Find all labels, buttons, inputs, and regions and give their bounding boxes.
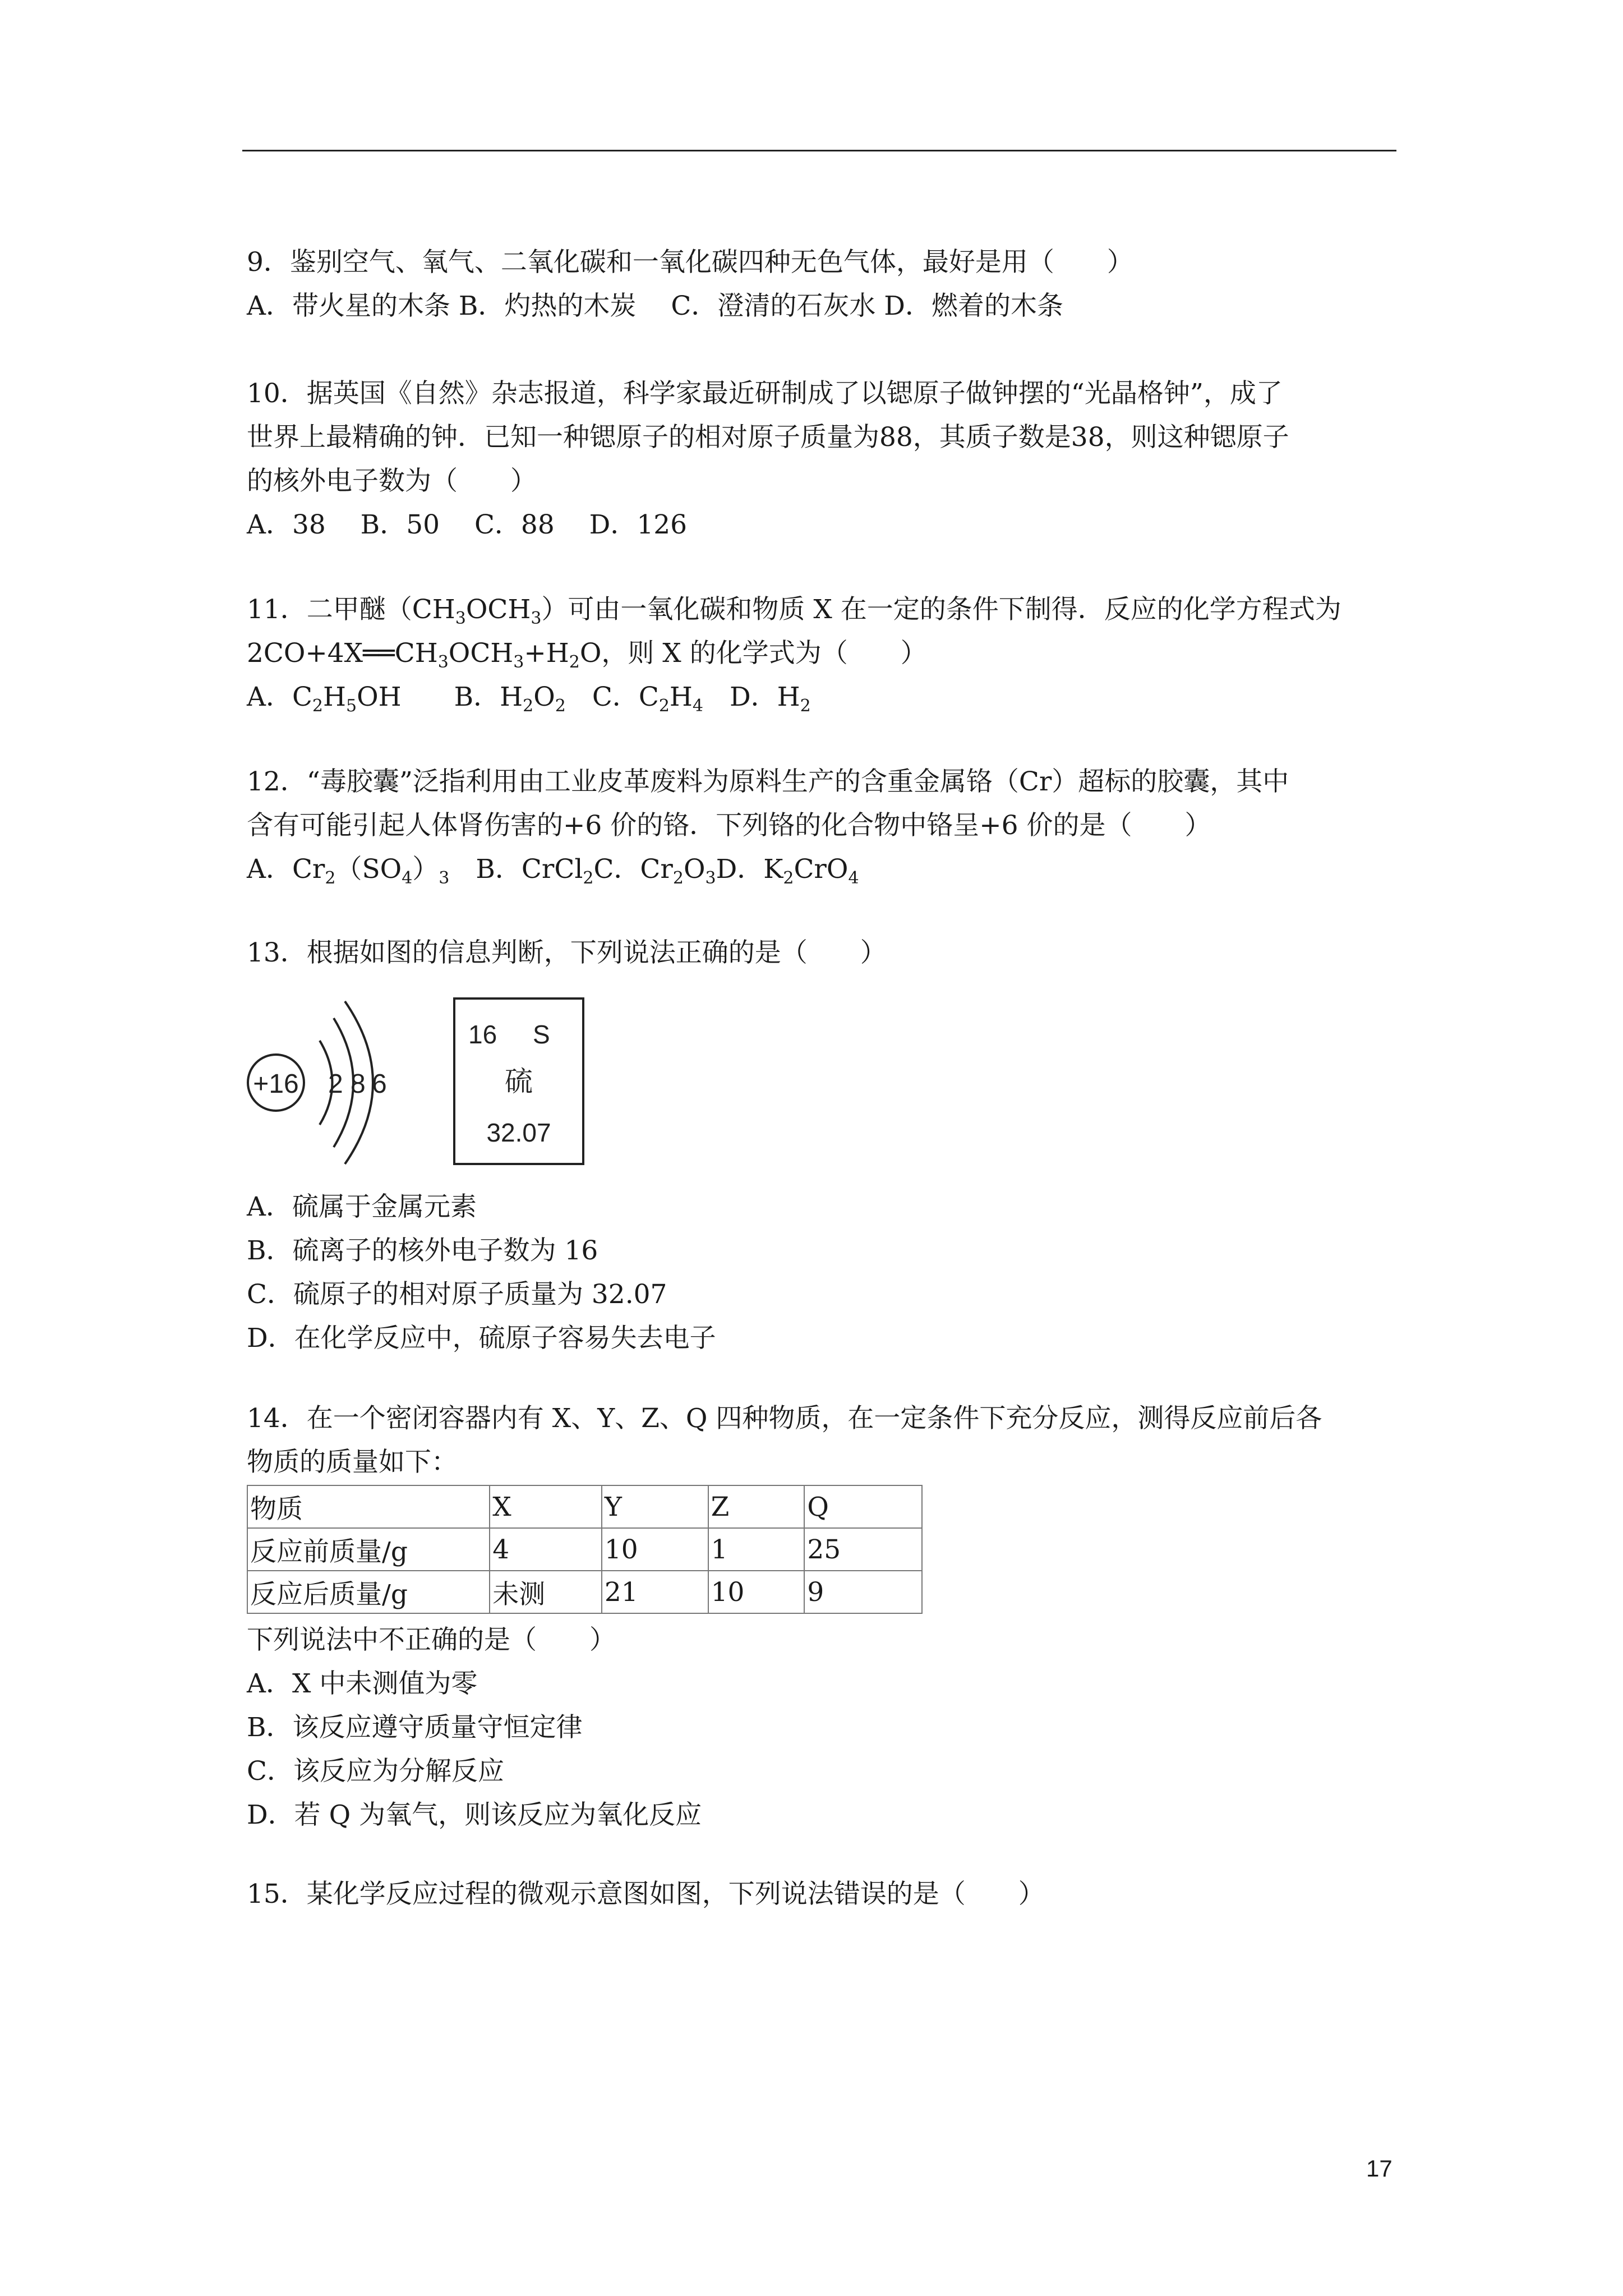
table-cell: 未测 <box>490 1571 602 1613</box>
question-15 <box>247 1872 1402 1916</box>
q9-options: A．带火星的木条 B．灼热的木炭 C．澄清的石灰水 D．燃着的木条 <box>247 291 1063 321</box>
shell-3-electrons: 6 <box>372 1069 387 1099</box>
table-cell: 反应后质量/g <box>247 1571 490 1613</box>
table-cell: 1 <box>708 1528 805 1571</box>
table-cell: 物质 <box>247 1485 490 1528</box>
table-cell: 4 <box>490 1528 602 1571</box>
q10-options: A．38 B．50 C．88 D．126 <box>247 509 688 540</box>
q13-option-c: C．硫原子的相对原子质量为 32.07 <box>247 1279 667 1310</box>
question-9 <box>247 241 1402 328</box>
q13-option-a: A．硫属于金属元素 <box>247 1191 477 1222</box>
table-row <box>247 1571 922 1613</box>
table-cell: Y <box>602 1485 708 1528</box>
q14-line2: 物质的质量如下： <box>247 1447 458 1478</box>
q9-stem: 9．鉴别空气、氧气、二氧化碳和一氧化碳四种无色气体，最好是用（ ） <box>247 247 1133 278</box>
element-name: 硫 <box>505 1065 533 1098</box>
sulfur-atom-structure-diagram <box>241 987 600 1172</box>
q11-line2: $2CO+4X══CH_3OCH_3+H_2O$，则 X 的化学式为（ ） <box>247 638 927 672</box>
q12-line1: 12．“毒胶囊”泛指利用由工业皮革废料为原料生产的含重金属铬（Cr）超标的胶囊，其中 <box>247 766 1289 797</box>
q13-option-d: D．在化学反应中，硫原子容易失去电子 <box>247 1323 716 1354</box>
q14-line1: 14．在一个密闭容器内有 X、Y、Z、Q 四种物质，在一定条件下充分反应，测得反应前后各 <box>247 1403 1322 1434</box>
table-cell: 9 <box>804 1571 922 1613</box>
table-cell: 25 <box>804 1528 922 1571</box>
q11-options: A．$C_2H_5OH$ B．$H_2O_2$ C．$C_2H_4$ D．$H_2$ <box>247 682 811 716</box>
element-number: 16 <box>468 1020 497 1049</box>
table-header-row <box>247 1485 922 1528</box>
q14-option-c: C．该反应为分解反应 <box>247 1756 504 1787</box>
q10-line1: 10．据英国《自然》杂志报道，科学家最近研制成了以锶原子做钟摆的“光晶格钟”，成了 <box>247 378 1283 409</box>
question-12 <box>247 760 1402 891</box>
table-cell: X <box>490 1485 602 1528</box>
table-row <box>247 1528 922 1571</box>
mass-table <box>247 1485 923 1614</box>
element-mass: 32.07 <box>486 1118 551 1147</box>
q12-options: A．$Cr_2(SO_4)_3$ B．CrCl$_2$C．$Cr_2O_3D$．$K_2CrO_4$ <box>247 854 859 888</box>
q14-option-b: B．该反应遵守质量守恒定律 <box>247 1712 583 1743</box>
q12-line2: 含有可能引起人体肾伤害的+6 价的铬．下列铬的化合物中铬呈+6 价的是（ ） <box>247 810 1211 841</box>
q15-stem: 15．某化学反应过程的微观示意图如图，下列说法错误的是（ ） <box>247 1879 1045 1910</box>
table-cell: 反应前质量/g <box>247 1528 490 1571</box>
table-cell: Q <box>804 1485 922 1528</box>
nucleus-charge: +16 <box>253 1069 299 1099</box>
q14-option-d: D．若 Q 为氧气，则该反应为氧化反应 <box>247 1800 702 1830</box>
table-cell: 10 <box>602 1528 708 1571</box>
page-number: 17 <box>1366 2155 1393 2182</box>
q13-options <box>247 1185 1402 1360</box>
question-11 <box>247 588 1402 719</box>
table-cell: 21 <box>602 1571 708 1613</box>
q13-option-b: B．硫离子的核外电子数为 16 <box>247 1235 598 1266</box>
header-rule <box>242 150 1396 151</box>
table-cell: Z <box>708 1485 805 1528</box>
q10-line3: 的核外电子数为（ ） <box>247 466 537 496</box>
q13-stem: 13．根据如图的信息判断，下列说法正确的是（ ） <box>247 937 887 968</box>
q10-line2: 世界上最精确的钟．已知一种锶原子的相对原子质量为88，其质子数是38，则这种锶原子 <box>247 422 1289 453</box>
q14-option-a: A．X 中未测值为零 <box>247 1668 478 1699</box>
question-14 <box>247 1397 1402 1484</box>
q14-stem2: 下列说法中不正确的是（ ） <box>247 1625 616 1655</box>
table-cell: 10 <box>708 1571 805 1613</box>
question-13 <box>247 931 1402 975</box>
shell-1-electrons: 2 <box>328 1069 343 1099</box>
q14-options <box>247 1618 1402 1837</box>
element-symbol: S <box>533 1020 550 1049</box>
question-10 <box>247 372 1402 547</box>
shell-2-electrons: 8 <box>351 1069 366 1099</box>
q11-line1: 11．二甲醚$(CH_3OCH_3)$可由一氧化碳和物质 X 在一定的条件下制得．反应的化学方程式为 <box>247 594 1341 628</box>
